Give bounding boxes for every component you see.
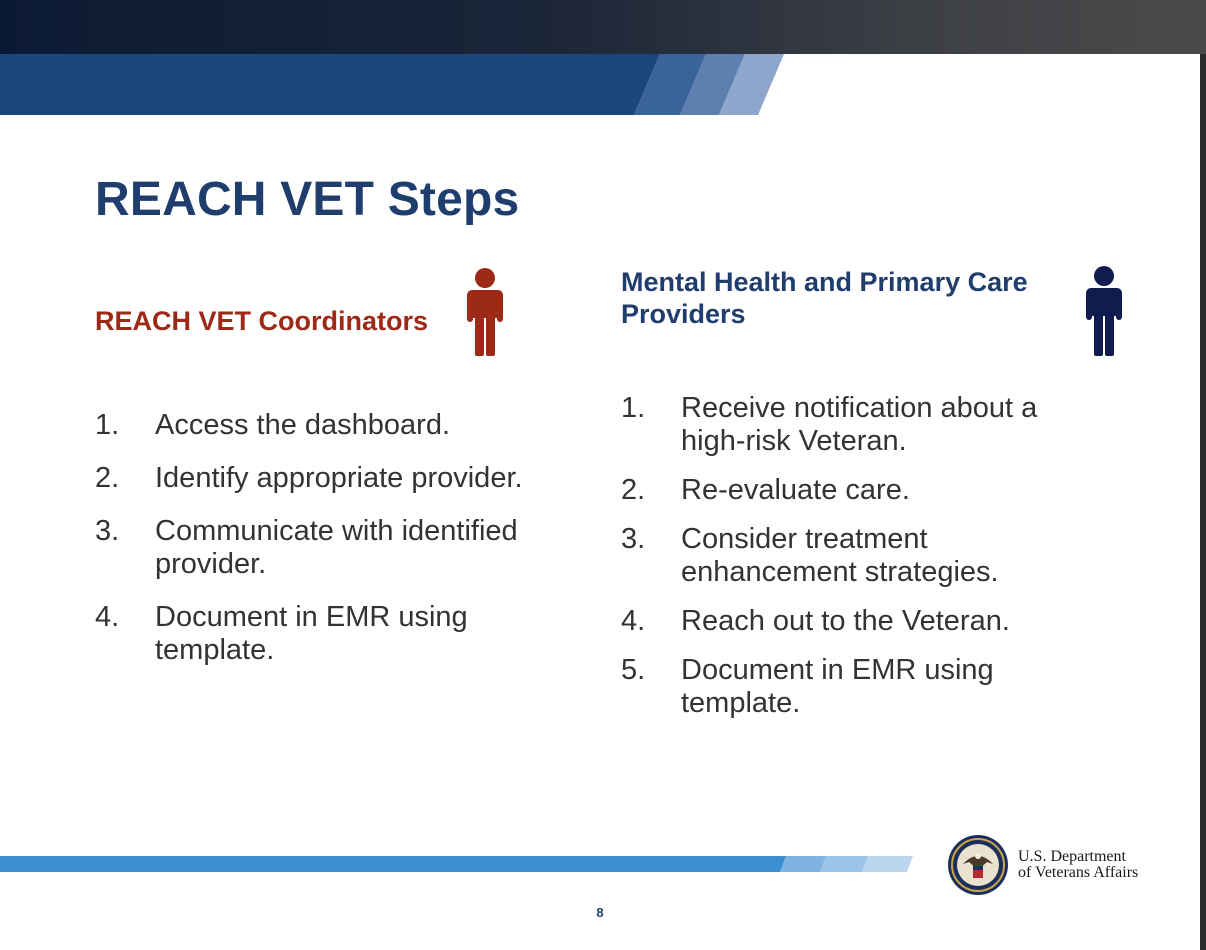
provider-steps-list	[621, 392, 1091, 736]
step-number: 5.	[621, 654, 646, 686]
person-icon	[465, 268, 505, 356]
list-item	[621, 523, 1091, 589]
list-item	[95, 515, 575, 581]
footer-bar	[0, 854, 920, 874]
coordinator-steps-list	[95, 409, 575, 687]
step-number: 4.	[95, 601, 120, 633]
page-number: 8	[596, 905, 604, 920]
step-text: Consider treatment enhancement strategies.	[681, 523, 999, 588]
list-item	[95, 409, 575, 442]
step-number: 3.	[621, 523, 646, 555]
slide	[0, 54, 1200, 950]
step-text: Identify appropriate provider.	[155, 462, 523, 494]
step-text: Reach out to the Veteran.	[681, 605, 1010, 637]
department-line-2: of Veterans Affairs	[1018, 864, 1139, 881]
list-item	[621, 605, 1091, 638]
step-text: Document in EMR using template.	[681, 654, 994, 719]
step-number: 2.	[621, 474, 646, 506]
step-text: Document in EMR using template.	[155, 601, 468, 666]
window-right-edge	[1200, 54, 1206, 950]
department-name	[1018, 849, 1138, 881]
step-number: 4.	[621, 605, 646, 637]
step-text: Access the dashboard.	[155, 409, 451, 441]
va-seal-icon	[947, 834, 1009, 896]
slide-title: REACH VET Steps	[95, 173, 520, 226]
department-line-1: U.S. Department	[1018, 848, 1126, 865]
step-text: Re-evaluate care.	[681, 474, 910, 506]
step-number: 2.	[95, 462, 120, 494]
header-banner	[0, 54, 800, 115]
providers-heading: Mental Health and Primary Care Providers	[621, 267, 1028, 329]
coordinators-heading: REACH VET Coordinators	[95, 306, 429, 336]
list-item	[621, 392, 1091, 458]
list-item	[621, 654, 1091, 720]
step-number: 1.	[621, 392, 646, 424]
list-item	[621, 474, 1091, 507]
step-number: 1.	[95, 409, 120, 441]
step-text: Communicate with identified provider.	[155, 515, 518, 580]
step-number: 3.	[95, 515, 120, 547]
window-top-bar	[0, 0, 1206, 54]
person-icon	[1085, 266, 1123, 356]
list-item	[95, 462, 575, 495]
step-text: Receive notification about a high-risk Veteran.	[681, 392, 1038, 457]
list-item	[95, 601, 575, 667]
